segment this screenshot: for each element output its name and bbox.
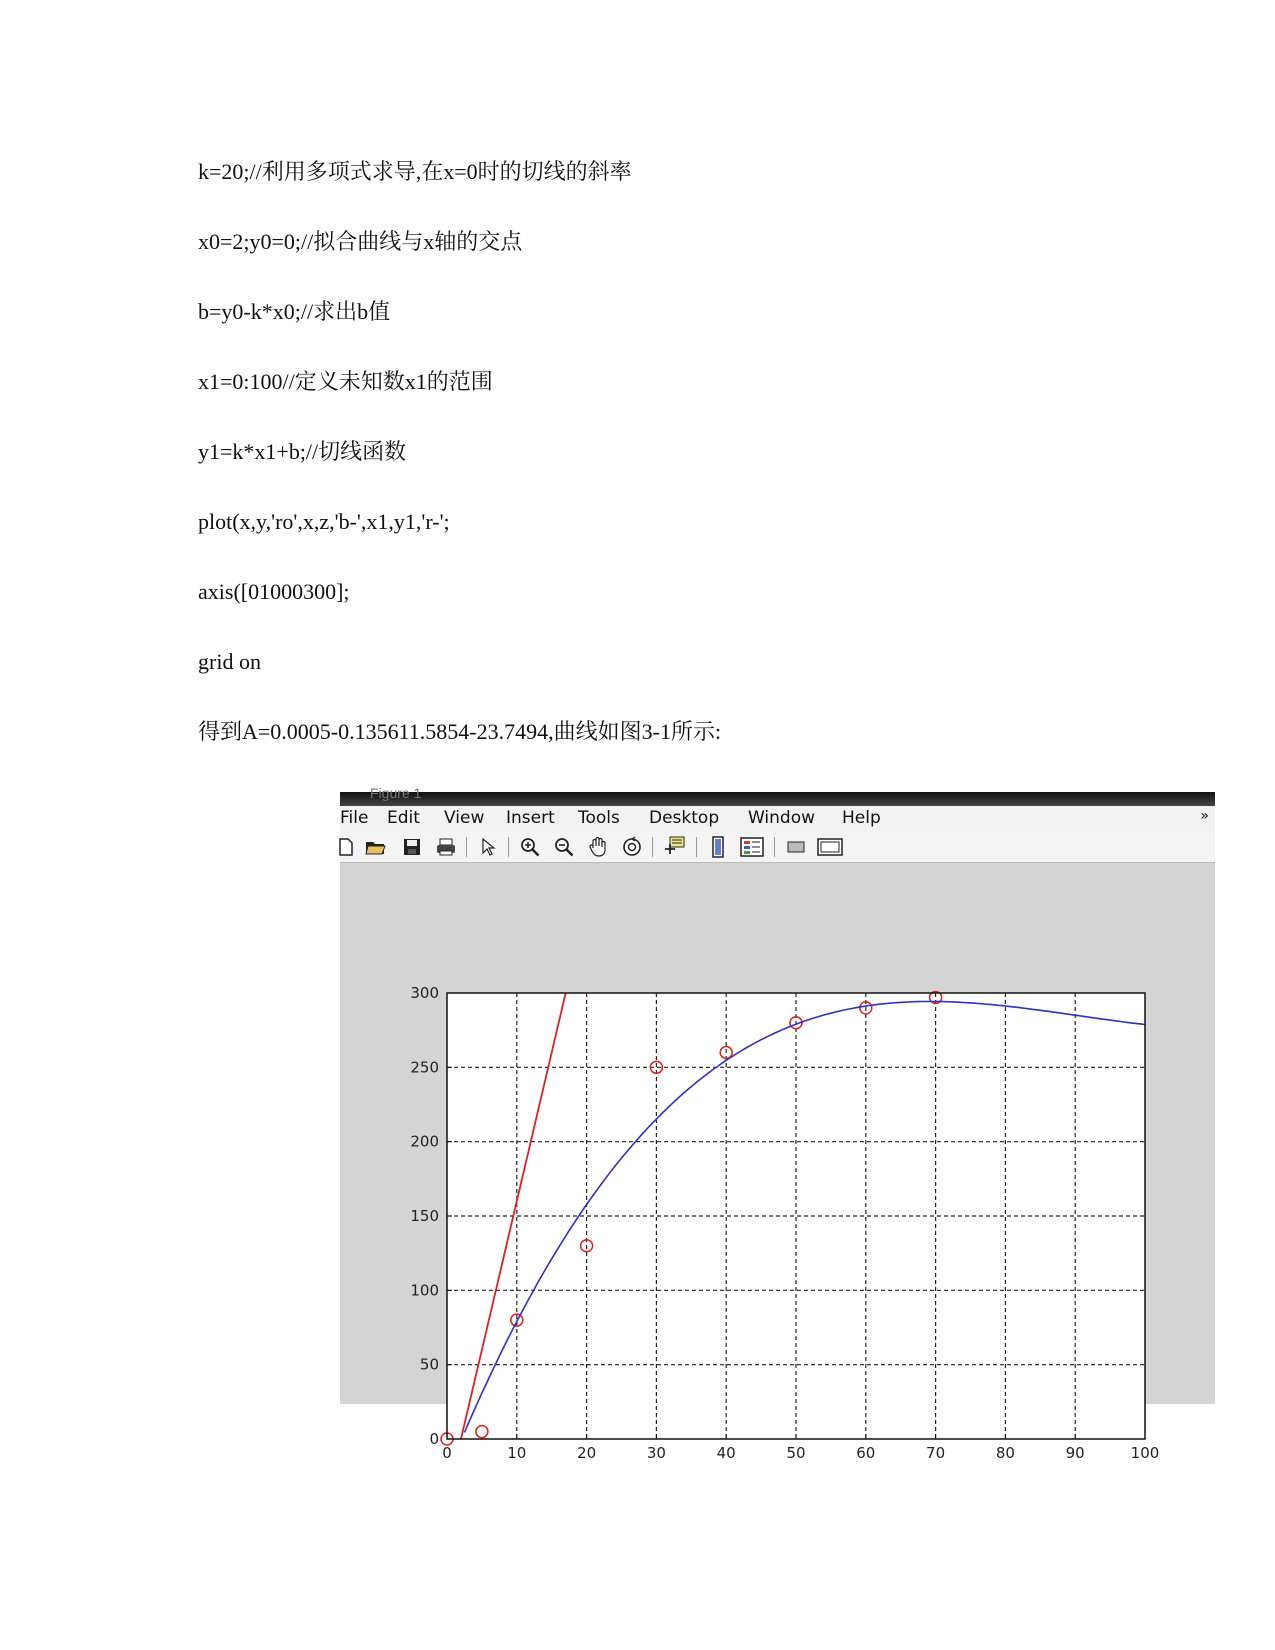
x-tick-label: 90 bbox=[1065, 1444, 1085, 1462]
toolbar-separator bbox=[696, 837, 697, 857]
toolbar-separator bbox=[774, 837, 775, 857]
x-tick-label: 40 bbox=[716, 1444, 736, 1462]
x-tick-label: 80 bbox=[995, 1444, 1015, 1462]
result-caption: 得到A=0.0005-0.135611.5854-23.7494,曲线如图3-1所示: bbox=[198, 719, 722, 744]
y-tick-label: 150 bbox=[410, 1207, 439, 1225]
legend-icon[interactable] bbox=[740, 836, 764, 858]
x-tick-label: 10 bbox=[507, 1444, 527, 1462]
menu-desktop[interactable]: Desktop bbox=[649, 808, 720, 828]
code-line-x1-range: x1=0:100//定义未知数x1的范围 bbox=[198, 369, 493, 394]
toolbar-separator bbox=[652, 837, 653, 857]
menu-view[interactable]: View bbox=[444, 808, 485, 828]
y-tick-label: 50 bbox=[419, 1355, 439, 1374]
menu-edit[interactable]: Edit bbox=[387, 808, 420, 828]
axes bbox=[410, 984, 1159, 1462]
x-tick-label: 60 bbox=[856, 1444, 876, 1462]
hide-plot-tools-icon[interactable] bbox=[784, 836, 808, 858]
y-tick-label: 100 bbox=[410, 1281, 439, 1300]
menu-overflow-icon[interactable]: » bbox=[1200, 808, 1209, 824]
y-tick-label: 250 bbox=[410, 1058, 439, 1077]
edit-plot-arrow-icon[interactable] bbox=[476, 836, 500, 858]
toolbar-separator bbox=[508, 837, 509, 857]
figure-menu-bar bbox=[340, 806, 1215, 832]
code-line-slope: k=20;//利用多项式求导,在x=0时的切线的斜率 bbox=[198, 159, 632, 184]
menu-insert[interactable]: Insert bbox=[506, 808, 555, 828]
x-tick-label: 20 bbox=[577, 1444, 597, 1462]
figure-toolbar bbox=[340, 832, 1215, 863]
save-icon[interactable] bbox=[400, 836, 424, 858]
code-line-axis: axis([01000300]; bbox=[198, 579, 350, 604]
show-plot-tools-icon[interactable] bbox=[818, 836, 842, 858]
menu-file[interactable]: File bbox=[340, 808, 369, 828]
y-tick-label: 0 bbox=[429, 1430, 439, 1448]
x-tick-label: 0 bbox=[442, 1444, 452, 1462]
code-line-b-value: b=y0-k*x0;//求出b值 bbox=[198, 299, 391, 324]
zoom-in-icon[interactable] bbox=[518, 836, 542, 858]
figure-title: Figure 1 bbox=[370, 785, 422, 801]
pan-hand-icon[interactable] bbox=[586, 836, 610, 858]
code-line-grid-on: grid on bbox=[198, 649, 261, 674]
x-tick-label: 70 bbox=[926, 1444, 946, 1462]
y-tick-label: 200 bbox=[410, 1132, 439, 1151]
new-file-icon[interactable] bbox=[334, 836, 358, 858]
data-cursor-icon[interactable] bbox=[662, 836, 686, 858]
zoom-out-icon[interactable] bbox=[552, 836, 576, 858]
code-line-intersection: x0=2;y0=0;//拟合曲线与x轴的交点 bbox=[198, 229, 523, 254]
matlab-figure-window bbox=[340, 785, 1215, 1462]
menu-window[interactable]: Window bbox=[748, 808, 816, 828]
toolbar-separator bbox=[466, 837, 467, 857]
x-tick-label: 100 bbox=[1130, 1444, 1160, 1462]
menu-tools[interactable]: Tools bbox=[578, 808, 620, 828]
plot-area bbox=[340, 862, 1215, 1462]
x-tick-label: 30 bbox=[646, 1444, 666, 1462]
menu-help[interactable]: Help bbox=[842, 808, 881, 828]
y-tick-label: 300 bbox=[410, 984, 439, 1002]
code-line-tangent-function: y1=k*x1+b;//切线函数 bbox=[198, 439, 407, 464]
open-folder-icon[interactable] bbox=[364, 836, 388, 858]
code-line-plot: plot(x,y,'ro',x,z,'b-',x1,y1,'r-'; bbox=[198, 509, 450, 534]
print-icon[interactable] bbox=[434, 836, 458, 858]
colorbar-icon[interactable] bbox=[706, 836, 730, 858]
x-tick-label: 50 bbox=[786, 1444, 806, 1462]
figure-title-bar[interactable] bbox=[340, 785, 1215, 806]
rotate-3d-icon[interactable] bbox=[620, 836, 644, 858]
